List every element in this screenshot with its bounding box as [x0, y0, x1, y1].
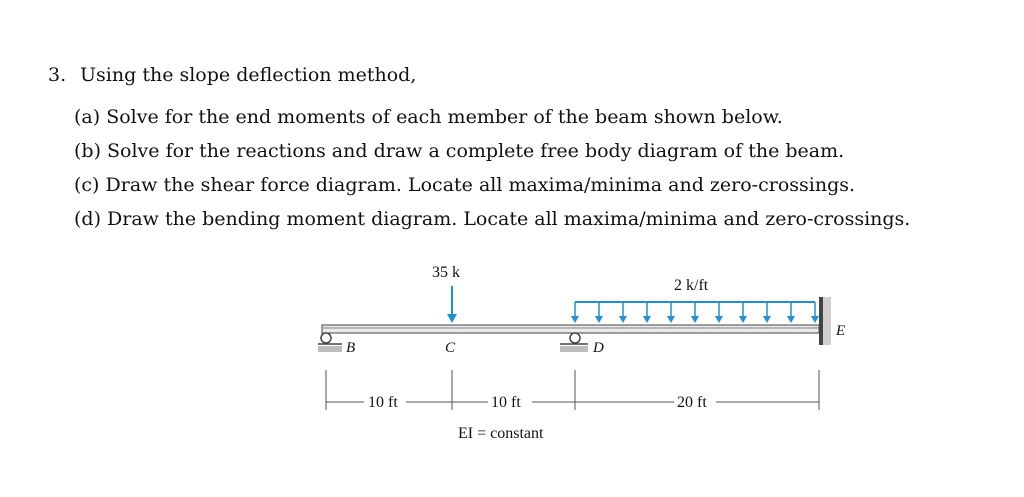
roller-support-d [560, 333, 588, 352]
label-b: B [346, 340, 356, 356]
distributed-load-label: 2 k/ft [674, 277, 709, 294]
beam-diagram [300, 250, 860, 450]
problem-title: Using the slope deflection method, [80, 64, 417, 86]
pin-support-b [318, 333, 342, 352]
part-c: (c) Draw the shear force diagram. Locate all maxima/minima and zero-crossings. [74, 174, 856, 196]
label-c: C [445, 340, 456, 356]
point-load-label: 35 k [432, 264, 460, 281]
fixed-support-e [819, 297, 831, 345]
dimension-bc: 10 ft [368, 394, 398, 411]
label-d: D [593, 340, 604, 356]
label-e: E [836, 323, 846, 339]
distributed-load-arrows [571, 302, 819, 323]
point-load-arrow [447, 286, 457, 323]
beam [322, 325, 819, 333]
problem-statement [48, 58, 416, 92]
part-b: (b) Solve for the reactions and draw a complete free body diagram of the beam. [74, 140, 845, 162]
part-a: (a) Solve for the end moments of each member of the beam shown below. [74, 106, 783, 128]
stiffness-note: EI = constant [458, 425, 544, 442]
dimension-cd: 10 ft [491, 394, 521, 411]
part-d: (d) Draw the bending moment diagram. Locate all maxima/minima and zero-crossings. [74, 208, 911, 230]
problem-parts [74, 100, 910, 236]
dimension-de: 20 ft [677, 394, 707, 411]
dimension-line [326, 370, 819, 410]
problem-number: 3. [48, 64, 67, 86]
